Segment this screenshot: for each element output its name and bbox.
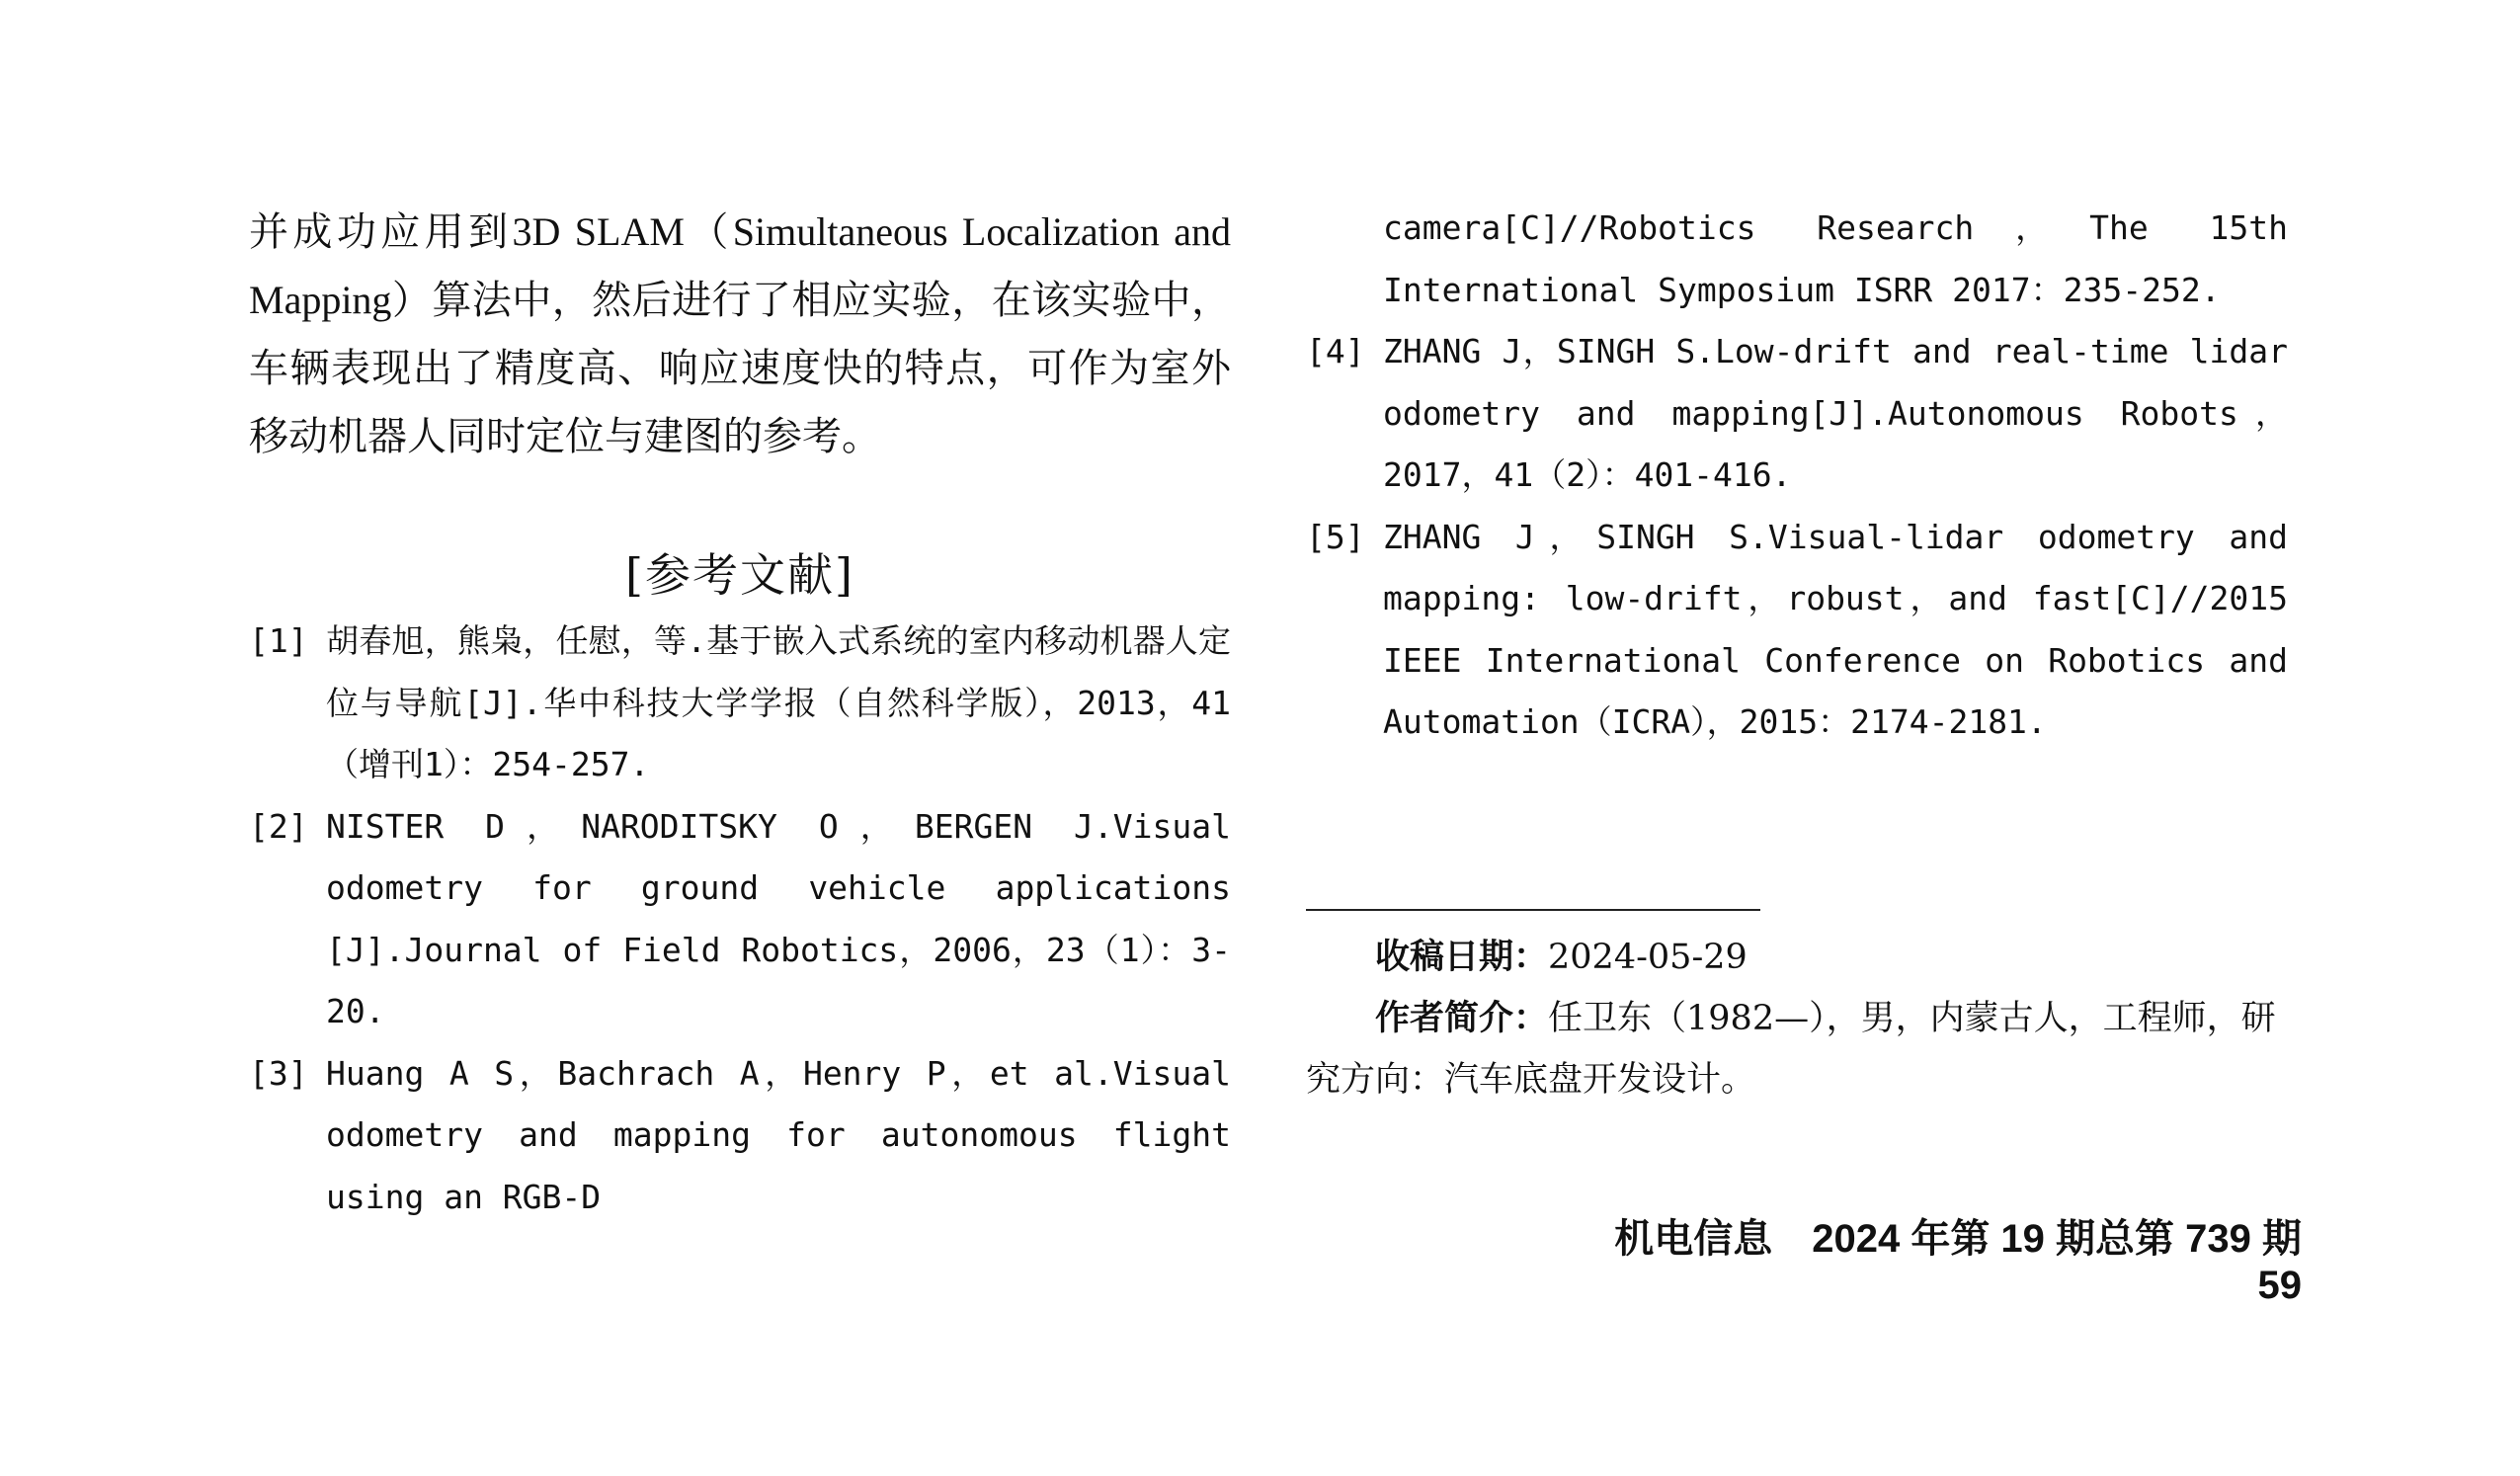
- reference-text: 胡春旭，熊枭，任慰，等.基于嵌入式系统的室内移动机器人定位与导航[J].华中科技大学学报（自然科学版），2013，41（增刊1）：254-257.: [326, 621, 1231, 783]
- reference-number: [2]: [249, 806, 308, 846]
- reference-3-continuation: camera[C]//Robotics Research，The 15th International Symposium ISRR 2017：235-252.: [1383, 208, 2288, 309]
- reference-text: NISTER D，NARODITSKY O，BERGEN J.Visual odometry for ground vehicle applications [J].Journal of Field Robotics，2006，23（1）：3-20.: [326, 806, 1231, 1030]
- received-label: 收稿日期：: [1375, 938, 1549, 977]
- issue-info: 2024 年第 19 期总第 739 期: [1812, 1217, 2302, 1261]
- page-footer: [1541, 1207, 2302, 1308]
- references-heading: [参考文献]: [625, 548, 854, 602]
- reference-number: [3]: [249, 1053, 308, 1093]
- intro-paragraph: 并成功应用到3D SLAM（Simultaneous Localization and Mapping）算法中，然后进行了相应实验，在该实验中，车辆表现出了精度高、响应速度快的特点，可作为室外移动机器人同时定位与建图的参考。: [249, 209, 1231, 458]
- reference-number: [1]: [249, 621, 308, 660]
- reference-text: ZHANG J，SINGH S.Visual-lidar odometry and mapping: low-drift，robust，and fast[C]//2015 IEEE International Conference on Robotics and Automation（ICRA），2015：2174-2181.: [1383, 517, 2288, 741]
- reference-1: [249, 611, 1231, 796]
- author-info: [1306, 988, 2288, 1110]
- reference-5: [1306, 507, 2288, 754]
- journal-name: 机电信息: [1614, 1217, 1773, 1261]
- author-label: 作者简介：: [1375, 999, 1549, 1038]
- reference-2: [249, 796, 1231, 1043]
- author-value: 任卫东（1982—），男，内蒙古人，工程师，研究方向：汽车底盘开发设计。: [1306, 999, 2276, 1100]
- right-column: [1306, 198, 2288, 754]
- reference-number: [4]: [1306, 332, 1365, 370]
- reference-4: [1306, 321, 2288, 507]
- footnote-divider: [1306, 909, 1760, 911]
- received-date: [1306, 927, 2288, 988]
- page-number: 59: [2257, 1264, 2302, 1307]
- reference-number: [5]: [1306, 517, 1365, 556]
- footnotes: [1306, 927, 2288, 1110]
- left-column: [249, 198, 1231, 1228]
- reference-3: [249, 1043, 1231, 1229]
- received-value: 2024-05-29: [1548, 938, 1748, 977]
- reference-text: Huang A S，Bachrach A，Henry P，et al.Visual odometry and mapping for autonomous flight using an RGB-D: [326, 1053, 1231, 1216]
- reference-text: ZHANG J，SINGH S.Low-drift and real-time lidar odometry and mapping[J].Autonomous Robots，2017，41（2）：401-416.: [1383, 332, 2288, 494]
